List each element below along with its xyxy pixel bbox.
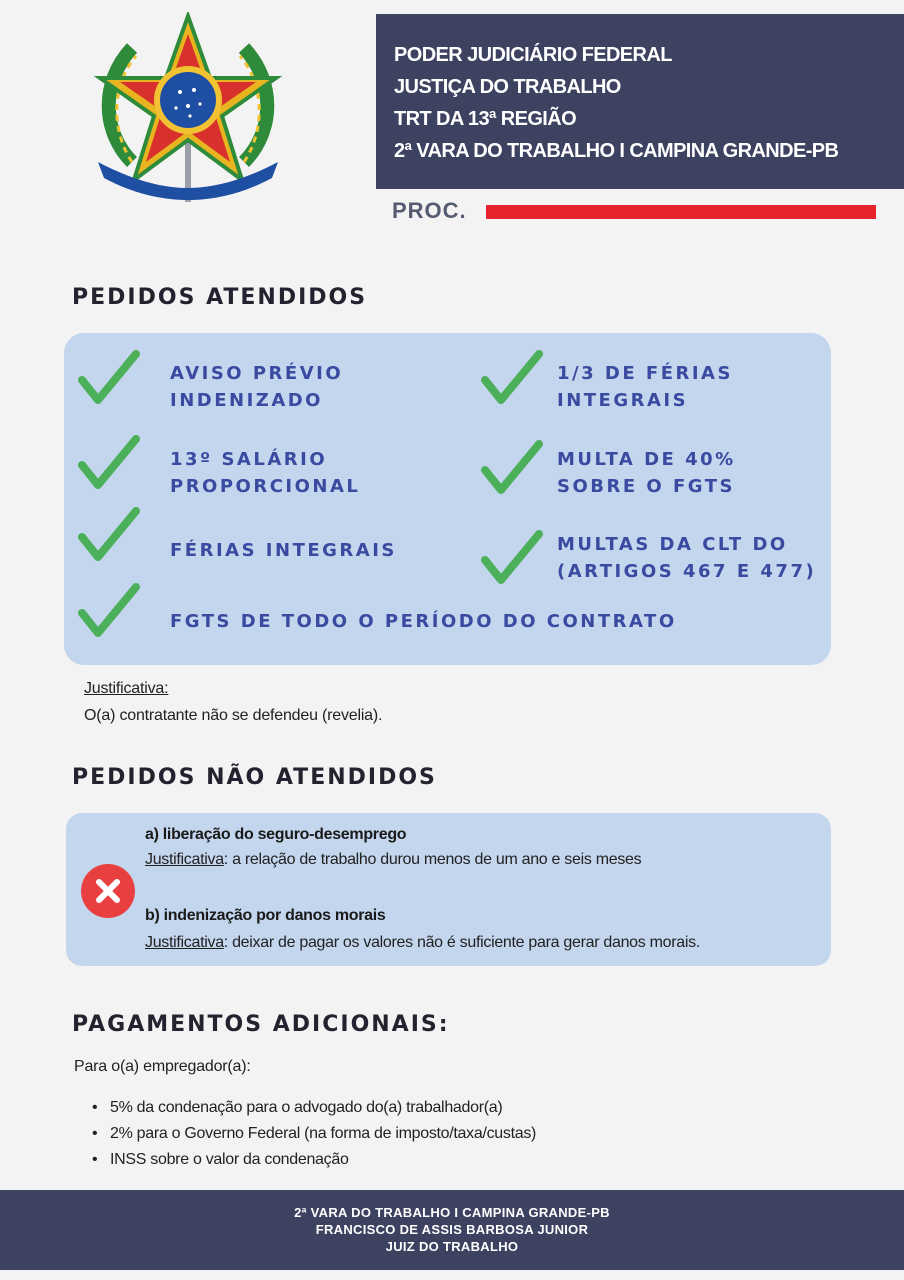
denied-section-title: PEDIDOS NÃO ATENDIDOS <box>72 765 437 790</box>
check-icon <box>78 435 140 491</box>
header-line-1: PODER JUDICIÁRIO FEDERAL <box>394 44 672 66</box>
granted-item-fgts <box>170 608 677 635</box>
denied-item-justification <box>145 851 641 869</box>
footer <box>0 1190 904 1270</box>
footer-line-2: FRANCISCO DE ASSIS BARBOSA JUNIOR <box>315 1222 589 1237</box>
denied-item-title: b) indenização por danos morais <box>145 907 386 924</box>
justification-text: : a relação de trabalho durou menos de um ano e seis meses <box>223 851 642 868</box>
process-label: PROC. <box>392 198 467 223</box>
header-line-4: 2ª VARA DO TRABALHO I CAMPINA GRANDE-PB <box>394 140 839 162</box>
redaction-bar <box>486 205 876 219</box>
granted-item-ferias-terco <box>557 360 733 414</box>
granted-item-multas-clt <box>557 531 816 585</box>
footer-line-3: JUIZ DO TRABALHO <box>385 1239 519 1254</box>
check-icon <box>481 530 543 586</box>
granted-item-ferias-integrais <box>170 537 397 564</box>
granted-section-title: PEDIDOS ATENDIDOS <box>72 285 368 310</box>
item-line: 1/3 DE FÉRIAS <box>557 363 733 384</box>
footer-line-1: 2ª VARA DO TRABALHO I CAMPINA GRANDE-PB <box>294 1205 610 1220</box>
check-icon <box>78 507 140 563</box>
list-item: • 2% para o Governo Federal (na forma de imposto/taxa/custas) <box>92 1121 536 1147</box>
item-line: FGTS DE TODO O PERÍODO DO CONTRATO <box>170 611 677 632</box>
item-line: INDENIZADO <box>170 390 323 411</box>
item-line: MULTA DE 40% <box>557 449 736 470</box>
granted-item-13-salario <box>170 446 360 500</box>
item-line: PROPORCIONAL <box>170 476 361 497</box>
item-line: 13º SALÁRIO <box>170 449 328 470</box>
item-line: (ARTIGOS 467 E 477) <box>557 561 817 582</box>
granted-item-aviso <box>170 360 343 414</box>
justification-label: Justificativa <box>145 934 224 951</box>
item-line: SOBRE O FGTS <box>557 476 735 497</box>
close-circle-icon <box>81 864 135 918</box>
justification-text: : deixar de pagar os valores não é suficiente para gerar danos morais. <box>223 934 700 951</box>
court-header <box>376 14 904 189</box>
justification-label: Justificativa <box>145 851 224 868</box>
granted-item-multa-40 <box>557 446 736 500</box>
coat-of-arms-icon <box>92 12 284 204</box>
header-line-2: JUSTIÇA DO TRABALHO <box>394 76 621 98</box>
check-icon <box>481 440 543 496</box>
payments-list <box>92 1095 536 1173</box>
item-line: MULTAS DA CLT DO <box>557 534 788 555</box>
item-line: FÉRIAS INTEGRAIS <box>170 540 397 561</box>
justification-text: O(a) contratante não se defendeu (revelia). <box>84 707 383 724</box>
payments-intro: Para o(a) empregador(a): <box>74 1058 251 1075</box>
check-icon <box>78 350 140 406</box>
check-icon <box>78 583 140 639</box>
header-line-3: TRT DA 13ª REGIÃO <box>394 108 577 130</box>
list-item: • INSS sobre o valor da condenação <box>92 1147 536 1173</box>
list-item: • 5% da condenação para o advogado do(a) trabalhador(a) <box>92 1095 536 1121</box>
item-line: AVISO PRÉVIO <box>170 363 344 384</box>
item-line: INTEGRAIS <box>557 390 689 411</box>
denied-item-title: a) liberação do seguro-desemprego <box>145 826 407 843</box>
check-icon <box>481 350 543 406</box>
payments-section-title: PAGAMENTOS ADICIONAIS: <box>72 1012 450 1037</box>
justification-label: Justificativa: <box>84 680 169 697</box>
denied-item-justification <box>145 934 700 952</box>
